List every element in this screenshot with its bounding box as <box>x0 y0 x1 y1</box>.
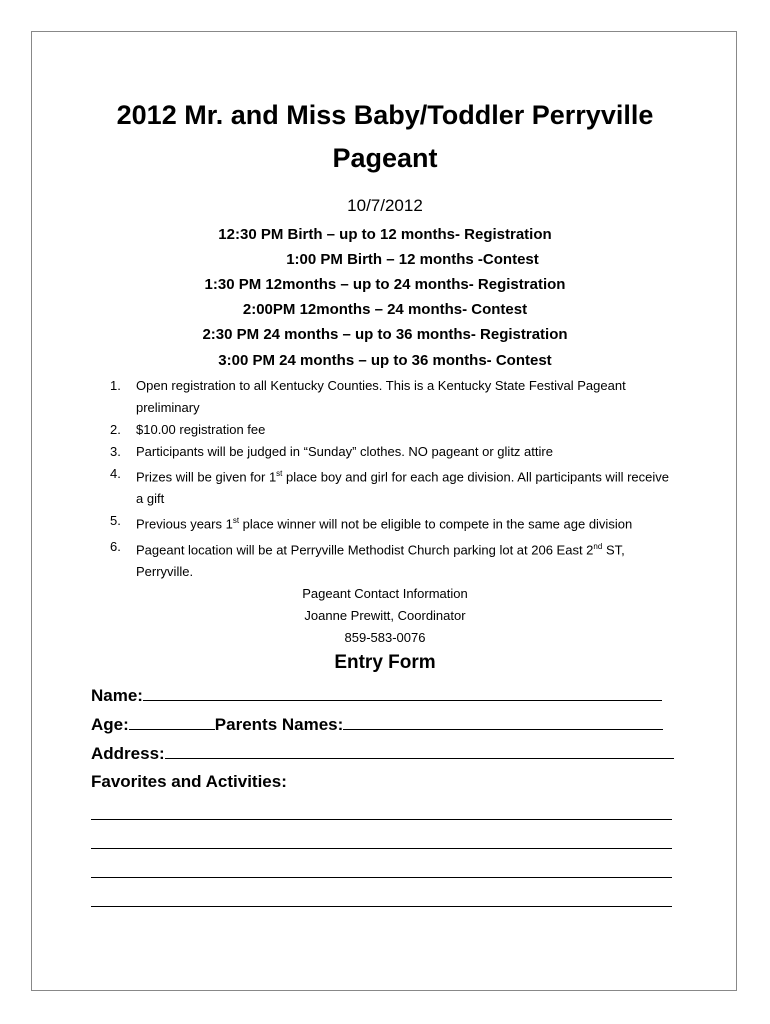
rule-text: Previous years 1 <box>136 516 233 532</box>
entry-form-title: Entry Form <box>334 652 436 673</box>
rule-item <box>110 536 670 583</box>
contact-heading: Pageant Contact Information <box>302 586 468 601</box>
rule-text: ST, Perryville. <box>136 541 625 579</box>
title-line-2: Pageant <box>332 143 438 173</box>
rule-superscript: nd <box>593 541 603 551</box>
favorites-blank-line[interactable] <box>91 906 672 907</box>
schedule-item: 2:00PM 12months – 24 months- Contest <box>242 301 528 318</box>
address-blank[interactable] <box>165 742 674 759</box>
rule-superscript: st <box>276 469 283 478</box>
rule-number: 2. <box>110 422 121 437</box>
schedule-item: 1:00 PM Birth – 12 months -Contest <box>286 251 539 268</box>
rule-number: 3. <box>110 444 121 459</box>
contact-name: Joanne Prewitt, Coordinator <box>304 608 466 623</box>
favorites-blank-line[interactable] <box>91 877 672 878</box>
favorites-label: Favorites and Activities: <box>91 772 287 791</box>
schedule-item: 2:30 PM 24 months – up to 36 months- Registration <box>202 326 568 343</box>
event-date: 10/7/2012 <box>347 196 423 215</box>
parents-label: Parents Names: <box>214 715 344 734</box>
rule-item <box>110 441 670 463</box>
rule-text: place boy and girl for each age division. All participants will receive a gift <box>136 469 669 507</box>
rule-text: Participants will be judged in “Sunday” clothes. NO pageant or glitz attire <box>136 444 553 459</box>
rule-item <box>110 375 670 419</box>
age-label: Age: <box>91 715 129 734</box>
address-label: Address: <box>91 744 165 763</box>
name-label: Name: <box>91 686 143 705</box>
title-line-1: 2012 Mr. and Miss Baby/Toddler Perryville <box>116 100 654 130</box>
rule-text: place winner will not be eligible to compete in the same age division <box>239 516 633 532</box>
contact-phone: 859-583-0076 <box>344 630 426 645</box>
age-blank[interactable] <box>129 713 215 730</box>
rules-list <box>110 375 670 583</box>
rule-text: $10.00 registration fee <box>136 422 266 437</box>
rule-item <box>110 510 670 535</box>
favorites-blank-line[interactable] <box>91 848 672 849</box>
rule-number: 1. <box>110 378 121 393</box>
favorites-blank-line[interactable] <box>91 819 672 820</box>
schedule-item: 3:00 PM 24 months – up to 36 months- Contest <box>218 352 552 369</box>
rule-text: Prizes will be given for 1 <box>136 469 277 485</box>
rule-item <box>110 463 670 510</box>
rule-text: Pageant location will be at Perryville Methodist Church parking lot at 206 East 2 <box>136 541 594 557</box>
schedule-item: 12:30 PM Birth – up to 12 months- Registration <box>218 226 552 243</box>
name-field[interactable] <box>91 684 662 707</box>
parents-blank[interactable] <box>343 713 663 730</box>
rule-superscript: st <box>232 516 240 526</box>
schedule-item: 1:30 PM 12months – up to 24 months- Registration <box>204 276 566 293</box>
rule-item <box>110 419 670 441</box>
rule-number: 6. <box>110 538 121 554</box>
name-blank[interactable] <box>143 684 662 701</box>
rule-number: 5. <box>110 513 121 529</box>
rule-text: Open registration to all Kentucky Counties. This is a Kentucky State Festival Pageant preliminary <box>136 378 626 415</box>
address-field[interactable] <box>91 742 674 765</box>
age-parents-row <box>91 713 663 736</box>
rule-number: 4. <box>110 466 121 481</box>
